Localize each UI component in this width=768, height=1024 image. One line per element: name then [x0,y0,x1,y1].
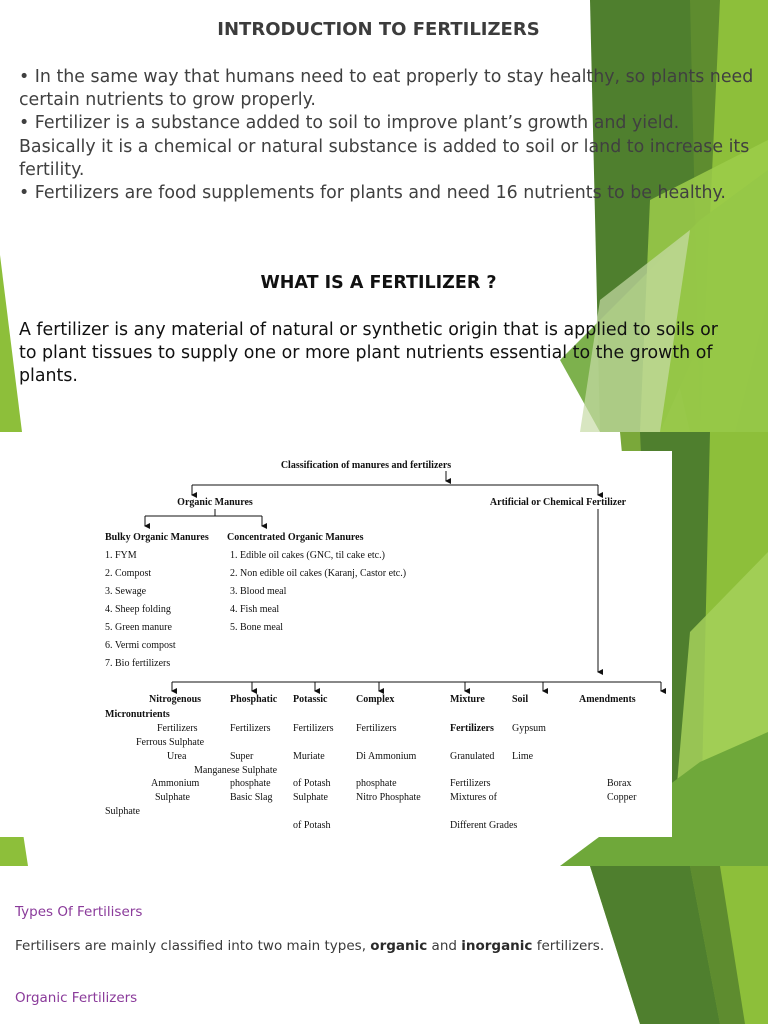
diagram-cell: Basic Slag [230,792,273,803]
bulky-item: 7. Bio fertilizers [105,658,171,669]
organic-fertilizers-heading: Organic Fertilizers [15,990,138,1006]
types-paragraph [15,938,675,954]
diagram-cell: Different Grades [450,820,518,831]
diagram-cell: Fertilizers [293,723,334,734]
diagram-cell: Fertilizers [450,723,494,734]
bulky-item: 6. Vermi compost [105,640,176,651]
slide-title: INTRODUCTION TO FERTILIZERS [217,19,540,40]
category-micronutrients: Micronutrients [105,709,170,720]
para-text: Fertilisers are mainly classified into two main types, [15,938,371,954]
diagram-cell: Nitro Phosphate [356,792,421,803]
bulky-manures-heading: Bulky Organic Manures [105,532,209,543]
diagram-cell: Muriate [293,751,325,762]
diagram-cell: Gypsum [512,723,546,734]
inorganic-emphasis: inorganic [461,938,533,954]
types-heading: Types Of Fertilisers [15,904,143,920]
bulky-item: 5. Green manure [105,622,172,633]
concentrated-item: 4. Fish meal [230,604,280,615]
diagram-cell: Di Ammonium [356,751,417,762]
slide-introduction [0,0,768,432]
bulky-item: 2. Compost [105,568,152,579]
concentrated-item: 2. Non edible oil cakes (Karanj, Castor etc.) [230,568,407,579]
category-amendments: Amendments [579,694,636,705]
definition-paragraph: A fertilizer is any material of natural or synthetic origin that is applied to soils or to plant tissues to supply one or more plant nutrients essential to the growth of plants. [19,320,718,387]
diagram-cell: Manganese Sulphate [194,765,278,776]
para-text: and [427,938,462,954]
diagram-cell: Sulphate [105,806,140,817]
category-phosphatic: Phosphatic [230,694,278,705]
diagram-cell: Borax [607,778,632,789]
diagram-cell: Mixtures of [450,792,497,803]
bullet-item: • Fertilizers are food supplements for plants and need 16 nutrients to be healthy. [19,183,726,204]
concentrated-manures-heading: Concentrated Organic Manures [227,532,364,543]
bullet-item: • In the same way that humans need to eat properly to stay healthy, so plants need certain nutrients to grow properly. [19,67,754,111]
diagram-cell: phosphate [230,778,271,789]
bulky-item: 3. Sewage [105,586,147,597]
concentrated-item: 5. Bone meal [230,622,284,633]
diagram-cell: Super [230,751,254,762]
diagram-cell: Ammonium [151,778,200,789]
para-text: fertilizers. [532,938,605,954]
diagram-canvas [0,451,672,837]
bullet-item: • Fertilizer is a substance added to soil to improve plant’s growth and yield. Basically it is a chemical or natural substance is added to soil or land to increase its fertility. [19,113,750,180]
diagram-cell: Copper [607,792,637,803]
category-nitrogenous: Nitrogenous [149,694,202,705]
diagram-cell: Lime [512,751,534,762]
diagram-cell: phosphate [356,778,397,789]
diagram-cell: of Potash [293,820,331,831]
bullet-list [19,66,754,205]
slide-types [0,866,768,1024]
diagram-cell: Fertilizers [356,723,397,734]
organic-manures-node: Organic Manures [177,497,253,508]
diagram-cell: Granulated [450,751,495,762]
category-mixture: Mixture [450,694,485,705]
organic-emphasis: organic [370,938,428,954]
diagram-title: Classification of manures and fertilizers [280,460,452,471]
diagram-cell: Urea [167,751,187,762]
concentrated-item: 3. Blood meal [230,586,287,597]
diagram-cell: Ferrous Sulphate [136,737,205,748]
diagram-cell: Fertilizers [450,778,491,789]
artificial-fertilizer-node: Artificial or Chemical Fertilizer [489,497,627,508]
bulky-item: 1. FYM [105,550,137,561]
diagram-cell: Sulphate [155,792,190,803]
classification-diagram [0,451,672,837]
concentrated-item: 1. Edible oil cakes (GNC, til cake etc.) [230,550,385,561]
category-complex: Complex [356,694,395,705]
diagram-cell: of Potash [293,778,331,789]
section-subtitle: WHAT IS A FERTILIZER ? [260,273,497,293]
category-potassic: Potassic [293,694,328,705]
diagram-cell: Sulphate [293,792,328,803]
slide-classification [0,432,768,866]
diagram-cell: Fertilizers [230,723,271,734]
bulky-item: 4. Sheep folding [105,604,171,615]
category-soil: Soil [512,694,529,705]
diagram-cell: Fertilizers [157,723,198,734]
